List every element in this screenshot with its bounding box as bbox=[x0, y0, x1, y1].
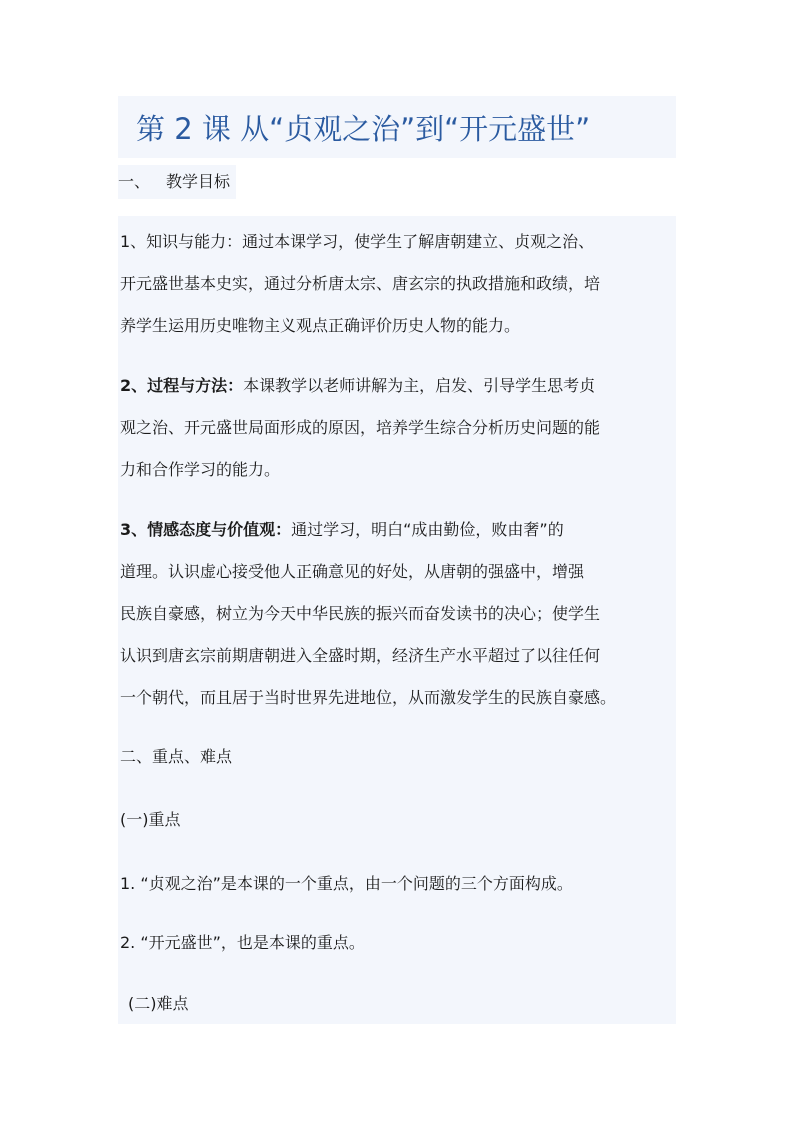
goal-label: 2、过程与方法： bbox=[120, 376, 244, 395]
paragraph-line: 养学生运用历史唯物主义观点正确评价历史人物的能力。 bbox=[120, 316, 521, 335]
section-heading-teaching-goals bbox=[118, 165, 236, 199]
paragraph-line: 认识到唐玄宗前期唐朝进入全盛时期，经济生产水平超过了以往任何 bbox=[120, 646, 601, 665]
paragraph-line: 道理。认识虚心接受他人正确意见的好处，从唐朝的强盛中，增强 bbox=[120, 562, 585, 581]
goal-label: 3、情感态度与价值观： bbox=[120, 520, 292, 539]
paragraph-line: 一个朝代，而且居于当时世界先进地位，从而激发学生的民族自豪感。 bbox=[120, 688, 617, 707]
section-number: 一、 bbox=[118, 172, 151, 191]
paragraph-line: 力和合作学习的能力。 bbox=[120, 460, 281, 479]
subheading-difficult-points: (二)难点 bbox=[128, 994, 189, 1013]
subheading-key-points: (一)重点 bbox=[120, 810, 181, 829]
paragraph-line: 民族自豪感，树立为今天中华民族的振兴而奋发读书的决心；使学生 bbox=[120, 604, 601, 623]
page-title: 第 2 课 从“贞观之治”到“开元盛世” bbox=[136, 112, 591, 146]
paragraph-line: 3、情感态度与价值观：通过学习，明白“成由勤俭，败由奢”的 bbox=[120, 520, 564, 539]
key-point-item: 2. “开元盛世”，也是本课的重点。 bbox=[120, 933, 365, 952]
paragraph-line: 2、过程与方法：本课教学以老师讲解为主，启发、引导学生思考贞 bbox=[120, 376, 596, 395]
paragraph-line: 观之治、开元盛世局面形成的原因，培养学生综合分析历史问题的能 bbox=[120, 418, 601, 437]
paragraph-line: 开元盛世基本史实，通过分析唐太宗、唐玄宗的执政措施和政绩，培 bbox=[120, 274, 601, 293]
key-point-item: 1. “贞观之治”是本课的一个重点，由一个问题的三个方面构成。 bbox=[120, 874, 573, 893]
section-heading-key-difficult: 二、重点、难点 bbox=[120, 747, 233, 766]
section-label: 教学目标 bbox=[166, 172, 231, 191]
paragraph-line: 1、知识与能力：通过本课学习，使学生了解唐朝建立、贞观之治、 bbox=[120, 232, 595, 251]
